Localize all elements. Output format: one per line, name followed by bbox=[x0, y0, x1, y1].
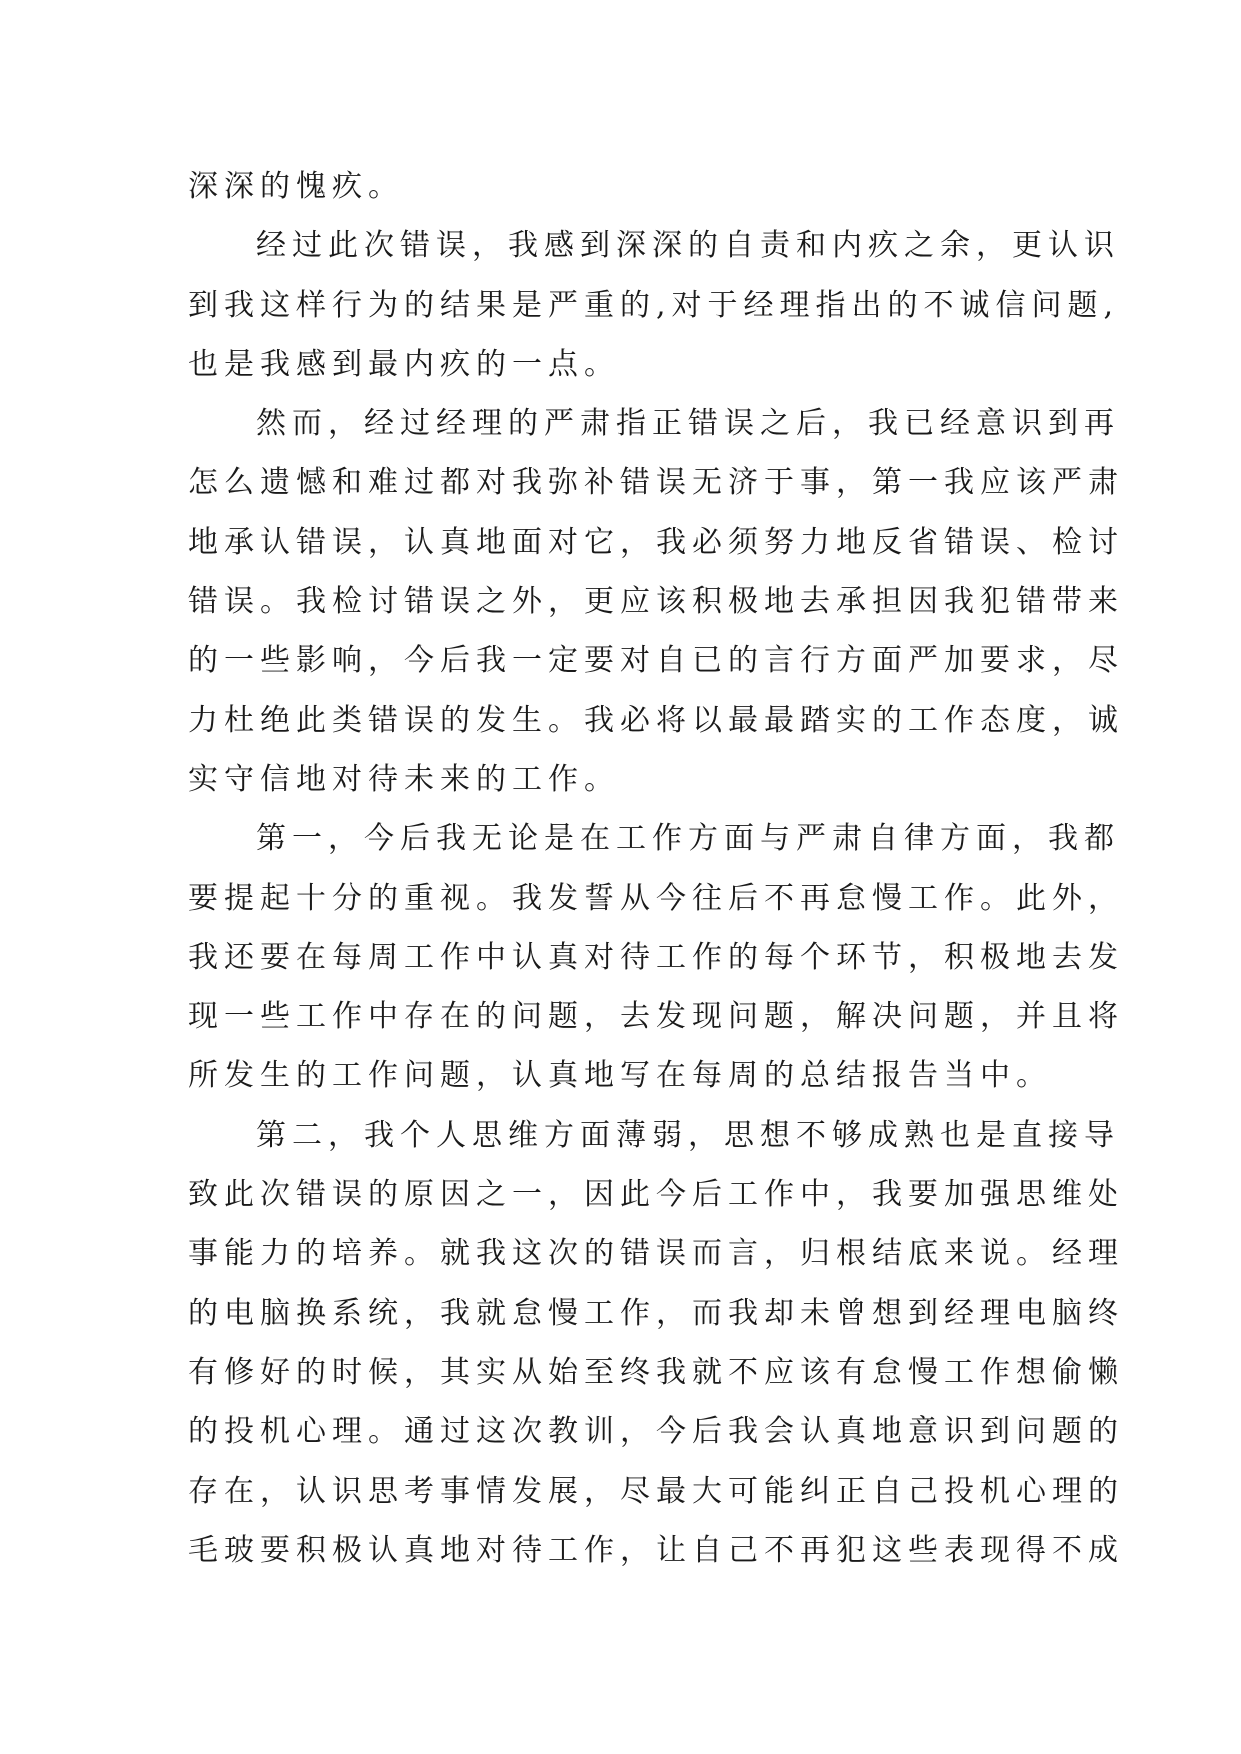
text-line: 所发生的工作问题，认真地写在每周的总结报告当中。 bbox=[188, 1058, 1052, 1094]
text-line: 力杜绝此类错误的发生。我必将以最最踏实的工作态度，诚 bbox=[188, 702, 1124, 738]
text-line: 存在，认识思考事情发展，尽最大可能纠正自己投机心理的 bbox=[188, 1473, 1124, 1509]
text-line: 的电脑换系统，我就怠慢工作，而我却未曾想到经理电脑终 bbox=[188, 1295, 1124, 1331]
paragraph-first-line: 第二，我个人思维方面薄弱，思想不够成熟也是直接导 bbox=[256, 1117, 1120, 1153]
text-line: 怎么遗憾和难过都对我弥补错误无济于事，第一我应该严肃 bbox=[188, 465, 1124, 501]
text-line: 地承认错误，认真地面对它，我必须努力地反省错误、检讨 bbox=[188, 524, 1124, 560]
text-line: 要提起十分的重视。我发誓从今往后不再怠慢工作。此外， bbox=[188, 880, 1124, 916]
text-line: 也是我感到最内疚的一点。 bbox=[188, 346, 620, 382]
text-line: 的一些影响，今后我一定要对自已的言行方面严加要求，尽 bbox=[188, 643, 1124, 679]
text-line: 我还要在每周工作中认真对待工作的每个环节，积极地去发 bbox=[188, 939, 1124, 975]
body-text bbox=[188, 157, 1124, 1580]
text-line: 到我这样行为的结果是严重的,对于经理指出的不诚信问题, bbox=[188, 287, 1120, 323]
text-line: 错误。我检讨错误之外，更应该积极地去承担因我犯错带来 bbox=[188, 584, 1124, 620]
text-line: 实守信地对待未来的工作。 bbox=[188, 761, 620, 797]
text-line: 有修好的时候，其实从始至终我就不应该有怠慢工作想偷懒 bbox=[188, 1354, 1124, 1390]
paragraph-first-line: 第一，今后我无论是在工作方面与严肃自律方面，我都 bbox=[256, 821, 1120, 857]
text-line: 致此次错误的原因之一，因此今后工作中，我要加强思维处 bbox=[188, 1177, 1124, 1213]
text-line: 深深的愧疚。 bbox=[188, 169, 404, 204]
text-line: 毛玻要积极认真地对待工作，让自己不再犯这些表现得不成 bbox=[188, 1532, 1124, 1568]
text-line: 现一些工作中存在的问题，去发现问题，解决问题，并且将 bbox=[188, 999, 1124, 1035]
paragraph-first-line: 经过此次错误，我感到深深的自责和内疚之余，更认识 bbox=[256, 228, 1120, 264]
text-line: 事能力的培养。就我这次的错误而言，归根结底来说。经理 bbox=[188, 1236, 1124, 1272]
paragraph-first-line: 然而，经过经理的严肃指正错误之后，我已经意识到再 bbox=[256, 406, 1120, 442]
text-line: 的投机心理。通过这次教训，今后我会认真地意识到问题的 bbox=[188, 1414, 1124, 1450]
